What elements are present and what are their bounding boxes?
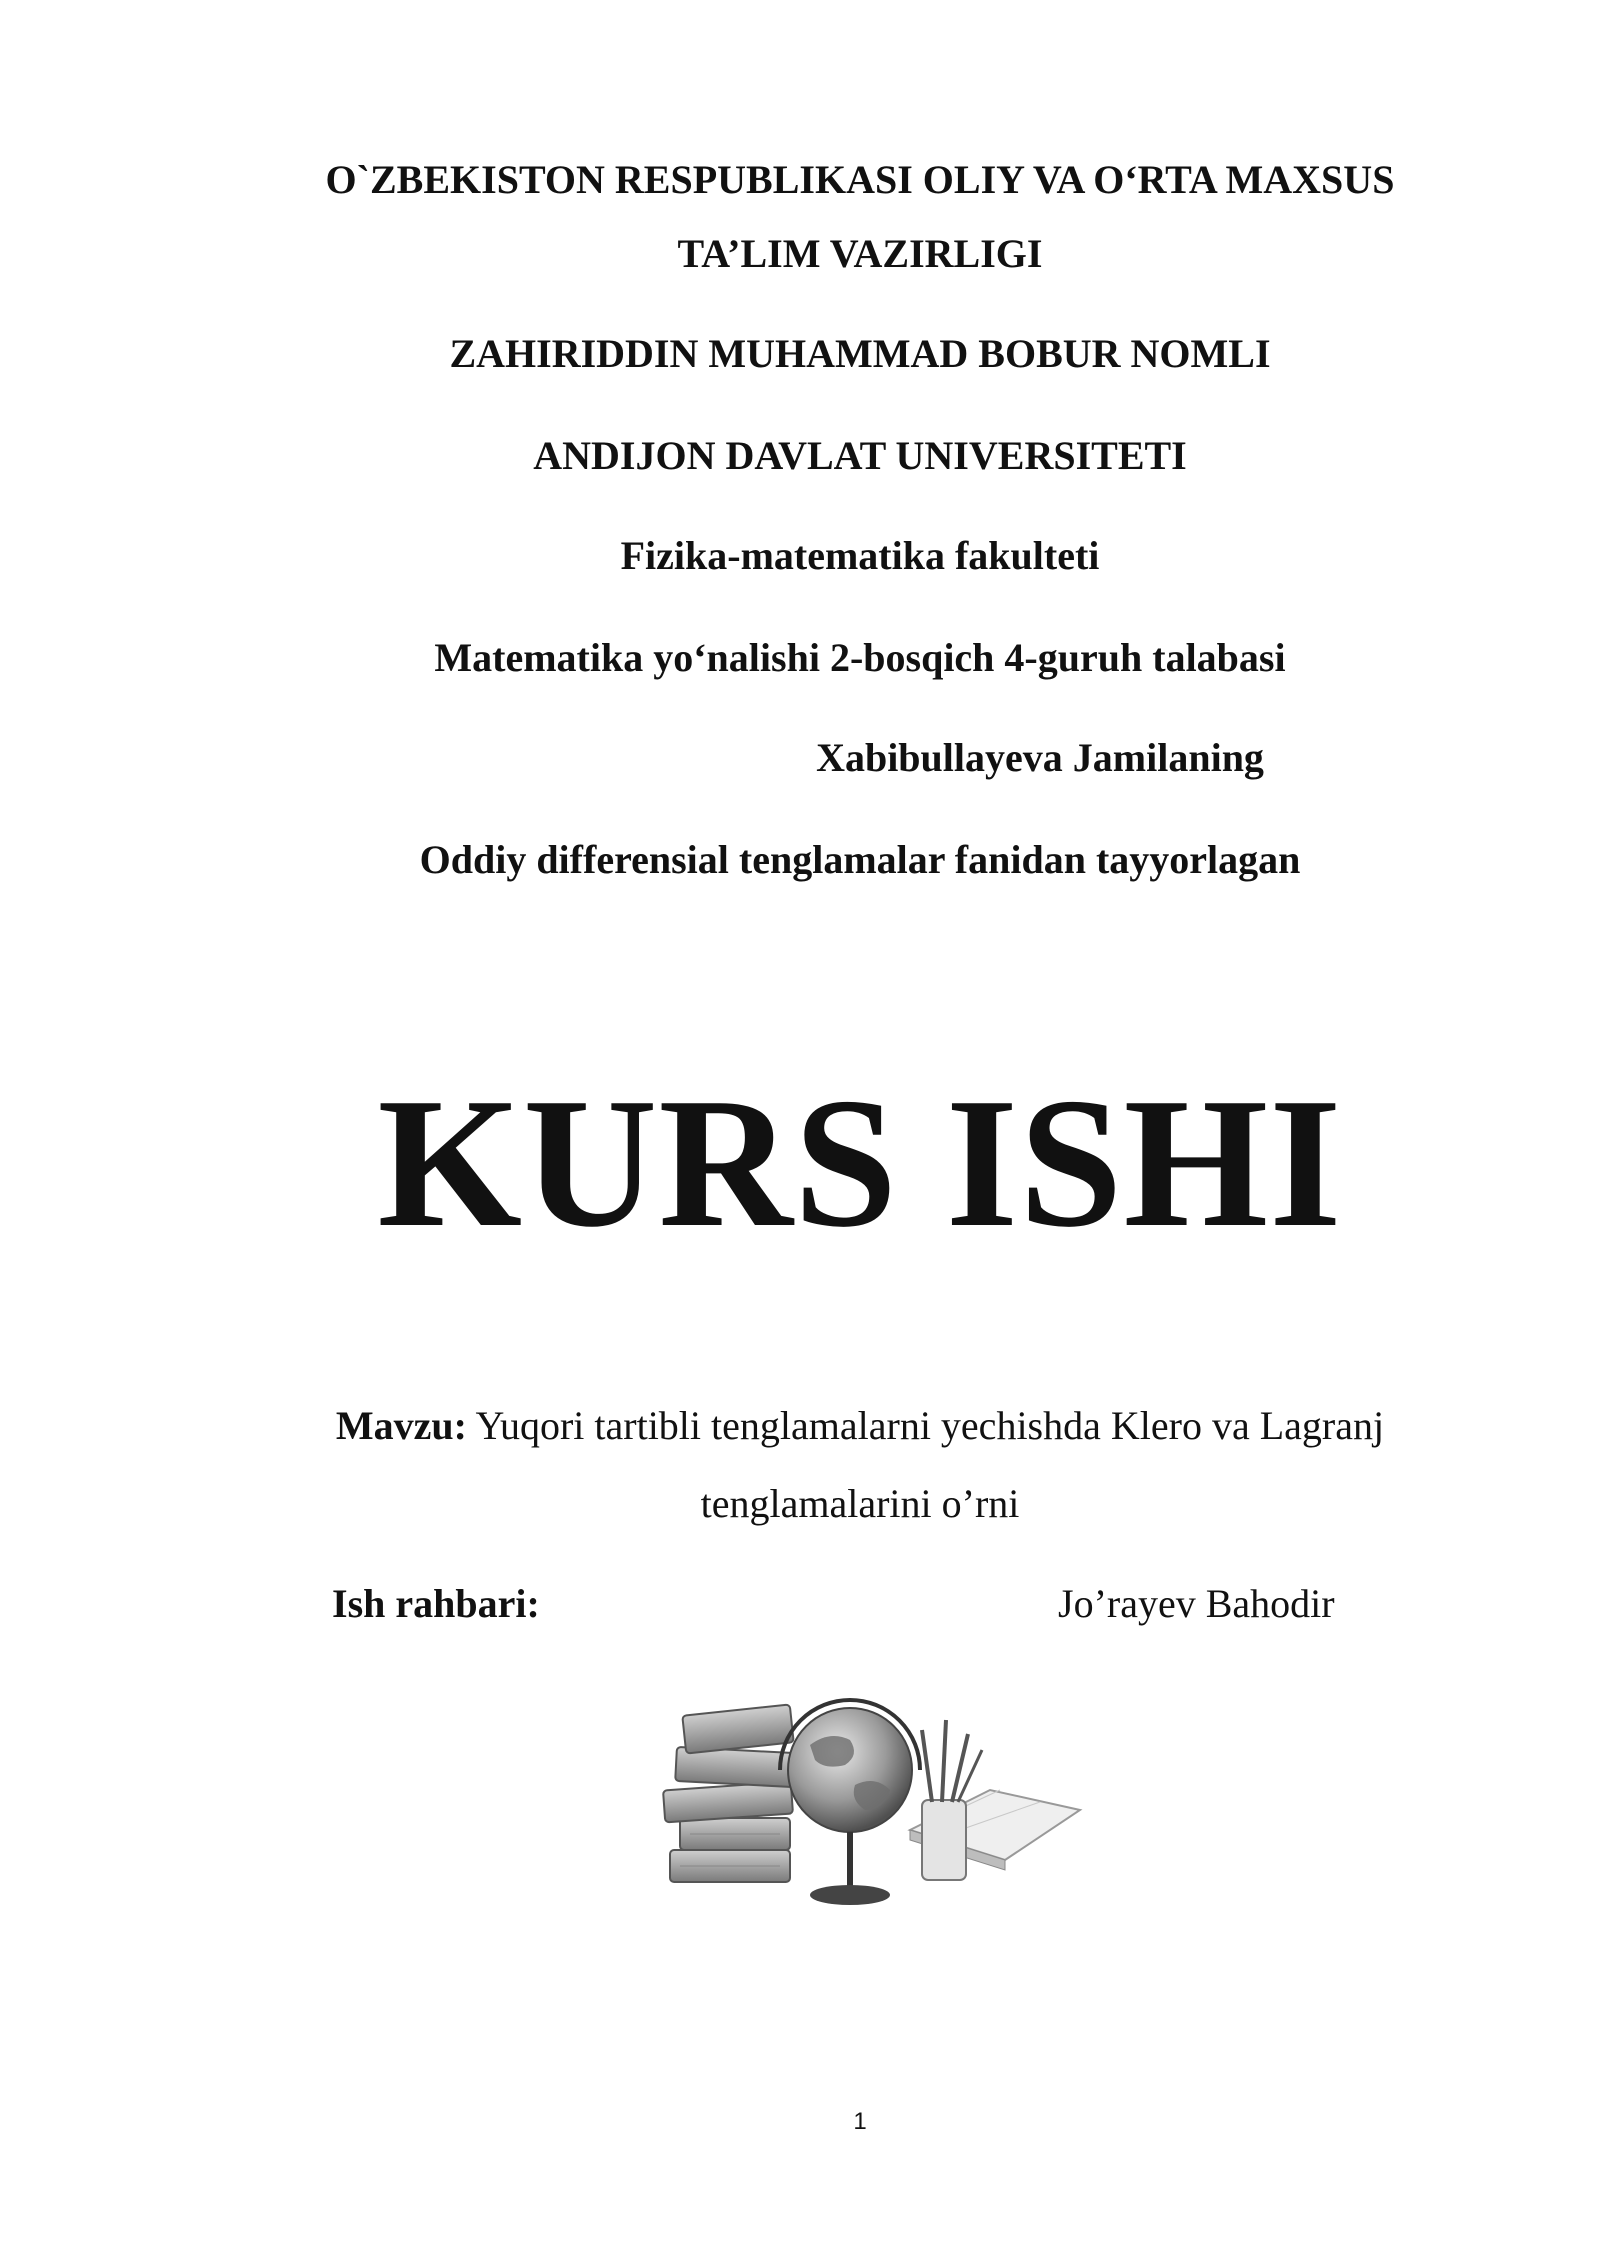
ministry-line-1: O`ZBEKISTON RESPUBLIKASI OLIY VA O‘RTA MAXSUS xyxy=(325,157,1395,202)
books-globe-pencils-icon xyxy=(660,1690,1100,1940)
ministry-line-2: TA’LIM VAZIRLIGI xyxy=(677,231,1043,276)
subject-line: Oddiy differensial tenglamalar fanidan tayyorlagan xyxy=(419,837,1301,882)
university-line-1: ZAHIRIDDIN MUHAMMAD BOBUR NOMLI xyxy=(449,331,1271,376)
university-line-2: ANDIJON DAVLAT UNIVERSITETI xyxy=(533,433,1187,478)
supervisor-name: Jo’rayev Bahodir xyxy=(1058,1581,1335,1626)
book-stack-icon xyxy=(663,1704,795,1882)
topic-line-1 xyxy=(60,1403,1600,1448)
student-name: Xabibullayeva Jamilaning xyxy=(816,735,1264,780)
globe-icon xyxy=(780,1700,920,1905)
page-number: 1 xyxy=(853,2108,867,2135)
topic-line-2: tenglamalarini o’rni xyxy=(700,1481,1020,1526)
document-title: KURS ISHI xyxy=(377,1060,1343,1266)
supervisor-label: Ish rahbari: xyxy=(332,1581,540,1626)
topic-label: Mavzu: xyxy=(335,1403,467,1448)
topic-text-1: Yuqori tartibli tenglamalarni yechishda Klero va Lagranj xyxy=(475,1403,1385,1448)
faculty-name: Fizika-matematika fakulteti xyxy=(620,533,1100,578)
student-group: Matematika yo‘nalishi 2-bosqich 4-guruh talabasi xyxy=(434,635,1286,680)
